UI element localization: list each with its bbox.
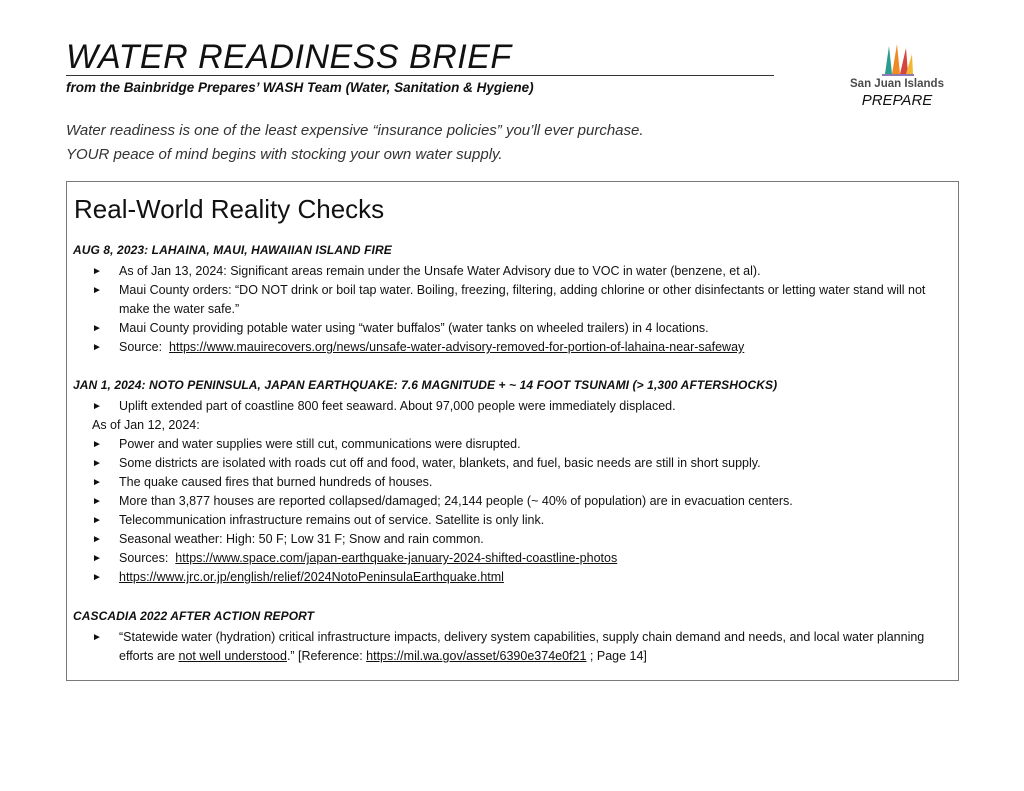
list-item: ► Maui County orders: “DO NOT drink or boil tap water. Boiling, freezing, filtering, adding chlorine or other disinfectants or letting water stand will not make the water safe.”: [92, 283, 926, 316]
bullet-arrow-icon: ►: [92, 285, 102, 296]
bullet-arrow-icon: ►: [92, 496, 102, 507]
list-item: ► Uplift extended part of coastline 800 feet seaward. About 97,000 people were immediately displaced.: [92, 397, 952, 416]
page-title: WATER READINESS BRIEF: [66, 38, 512, 76]
list-item: [92, 568, 952, 587]
noto-bullet-list: [92, 435, 952, 587]
bullet-arrow-icon: ►: [92, 323, 102, 334]
bullet-arrow-icon: ►: [92, 439, 102, 450]
noto-as-of: As of Jan 12, 2024:: [92, 418, 200, 432]
lahaina-source-link[interactable]: https://www.mauirecovers.org/news/unsafe-water-advisory-removed-for-portion-of-lahaina-near-safeway: [169, 340, 745, 354]
list-item: ► Seasonal weather: High: 50 F; Low 31 F; Snow and rain common.: [92, 530, 952, 549]
list-item: ► Telecommunication infrastructure remains out of service. Satellite is only link.: [92, 511, 952, 530]
bullet-arrow-icon: ►: [92, 534, 102, 545]
noto-first-bullet: [92, 397, 952, 416]
logo-tagline: PREPARE: [861, 92, 933, 109]
logo-org-name: San Juan Islands: [850, 78, 944, 90]
bullet-arrow-icon: ►: [92, 553, 102, 564]
noto-source-link-2[interactable]: https://www.jrc.or.jp/english/relief/2024NotoPeninsulaEarthquake.html: [119, 570, 504, 584]
bullet-arrow-icon: ►: [92, 515, 102, 526]
bullet-arrow-icon: ►: [92, 632, 102, 643]
intro-line-1: Water readiness is one of the least expensive “insurance policies” you’ll ever purchase.: [66, 122, 644, 139]
list-item: ► Power and water supplies were still cut, communications were disrupted.: [92, 435, 952, 454]
not-well-understood: not well understood: [178, 649, 287, 663]
page-subtitle: from the Bainbridge Prepares’ WASH Team (Water, Sanitation & Hygiene): [66, 80, 534, 95]
cascadia-reference-link[interactable]: https://mil.wa.gov/asset/6390e374e0f21: [366, 649, 587, 663]
list-item: ► More than 3,877 houses are reported collapsed/damaged; 24,144 people (~ 40% of population) are in evacuation centers.: [92, 492, 952, 511]
cascadia-bullet-list: [92, 628, 952, 666]
intro-line-2: YOUR peace of mind begins with stocking your own water supply.: [66, 146, 503, 163]
bullet-arrow-icon: ►: [92, 458, 102, 469]
list-item: ► Sources: https://www.space.com/japan-earthquake-january-2024-shifted-coastline-photos: [92, 549, 952, 568]
org-logo: [838, 42, 956, 112]
list-item: ► “Statewide water (hydration) critical infrastructure impacts, delivery system capabilities, supply chain demand and needs, and local water planning efforts are not well understood.” [Reference: https://mil.wa.gov/asset/6390e374e0f21 ; Page 14]: [92, 630, 925, 663]
list-item: ► As of Jan 13, 2024: Significant areas remain under the Unsafe Water Advisory due to VOC in water (benzene, et al).: [92, 262, 952, 281]
box-title: Real-World Reality Checks: [74, 194, 385, 224]
section-heading-lahaina: AUG 8, 2023: LAHAINA, MAUI, HAWAIIAN ISLAND FIRE: [73, 243, 392, 257]
sail-logo-icon: [880, 42, 916, 76]
list-item: ► Source: https://www.mauirecovers.org/news/unsafe-water-advisory-removed-for-portion-of-lahaina-near-safeway: [92, 338, 952, 357]
bullet-arrow-icon: ►: [92, 266, 102, 277]
list-item: ► Some districts are isolated with roads cut off and food, water, blankets, and fuel, basic needs are still in short supply.: [92, 454, 952, 473]
bullet-arrow-icon: ►: [92, 342, 102, 353]
bullet-arrow-icon: ►: [92, 477, 102, 488]
list-item: ► The quake caused fires that burned hundreds of houses.: [92, 473, 952, 492]
lahaina-bullet-list: [92, 262, 952, 357]
bullet-arrow-icon: ►: [92, 572, 102, 583]
section-heading-noto: JAN 1, 2024: NOTO PENINSULA, JAPAN EARTHQUAKE: 7.6 MAGNITUDE + ~ 14 FOOT TSUNAMI (> 1,300 AFTERSHOCKS): [73, 378, 778, 392]
section-heading-cascadia: CASCADIA 2022 AFTER ACTION REPORT: [73, 609, 315, 623]
intro-text: [66, 119, 644, 167]
bullet-arrow-icon: ►: [92, 401, 102, 412]
title-divider: [66, 75, 774, 76]
list-item: ► Maui County providing potable water using “water buffalos” (water tanks on wheeled trailers) in 4 locations.: [92, 319, 952, 338]
noto-source-link-1[interactable]: https://www.space.com/japan-earthquake-january-2024-shifted-coastline-photos: [175, 551, 618, 565]
